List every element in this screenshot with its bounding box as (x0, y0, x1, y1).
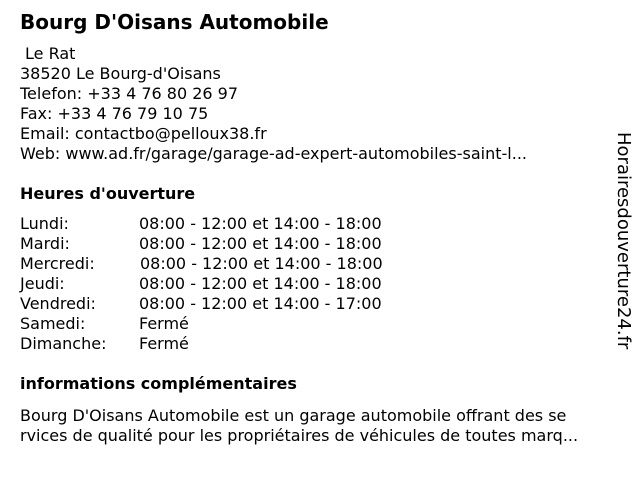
hours-row-dimanche (20, 334, 460, 354)
business-name: Bourg D'Oisans Automobile (20, 10, 329, 34)
hours-row-jeudi (20, 274, 460, 294)
city-line: 38520 Le Bourg-d'Oisans (20, 64, 221, 83)
email-link[interactable]: contactbo@pelloux38.fr (74, 124, 267, 143)
info-line: Bourg D'Oisans Automobile est un garage automobile offrant des se (20, 406, 567, 425)
day-label: Lundi: (20, 214, 69, 233)
street-address: Le Rat (25, 44, 76, 63)
info-line: rvices de qualité pour les propriétaires de véhicules de toutes marq... (20, 426, 579, 445)
hours-table (20, 214, 460, 354)
hours-value: 08:00 - 12:00 et 14:00 - 18:00 (139, 234, 382, 253)
fax-line: Fax: +33 4 76 79 10 75 (20, 104, 209, 123)
hours-value: Fermé (139, 314, 189, 333)
phone-line[interactable]: Telefon: +33 4 76 80 26 97 (20, 84, 239, 103)
email-label: Email: (20, 124, 75, 143)
web-link[interactable]: www.ad.fr/garage/garage-ad-expert-automobiles-saint-l... (65, 144, 527, 163)
day-label: Vendredi: (20, 294, 96, 313)
day-label: Mercredi: (20, 254, 95, 273)
hours-row-vendredi (20, 294, 460, 314)
hours-row-mardi (20, 234, 460, 254)
site-watermark: Horairesdouverture24.fr (613, 132, 634, 350)
contact-block (20, 44, 527, 164)
day-label: Dimanche: (20, 334, 107, 353)
hours-row-lundi (20, 214, 460, 234)
hours-value: 08:00 - 12:00 et 14:00 - 17:00 (139, 294, 382, 313)
hours-title: Heures d'ouverture (20, 184, 196, 203)
day-label: Mardi: (20, 234, 70, 253)
hours-value: Fermé (139, 334, 189, 353)
hours-value: 08:00 - 12:00 et 14:00 - 18:00 (139, 274, 382, 293)
web-label: Web: (20, 144, 66, 163)
day-label: Jeudi: (20, 274, 65, 293)
info-title: informations complémentaires (20, 374, 297, 393)
day-label: Samedi: (20, 314, 86, 333)
hours-row-samedi (20, 314, 460, 334)
email-line (20, 124, 527, 144)
info-description (20, 406, 630, 446)
hours-value: 08:00 - 12:00 et 14:00 - 18:00 (139, 214, 382, 233)
hours-row-mercredi (20, 254, 460, 274)
web-line (20, 144, 527, 164)
hours-value: 08:00 - 12:00 et 14:00 - 18:00 (140, 254, 383, 273)
